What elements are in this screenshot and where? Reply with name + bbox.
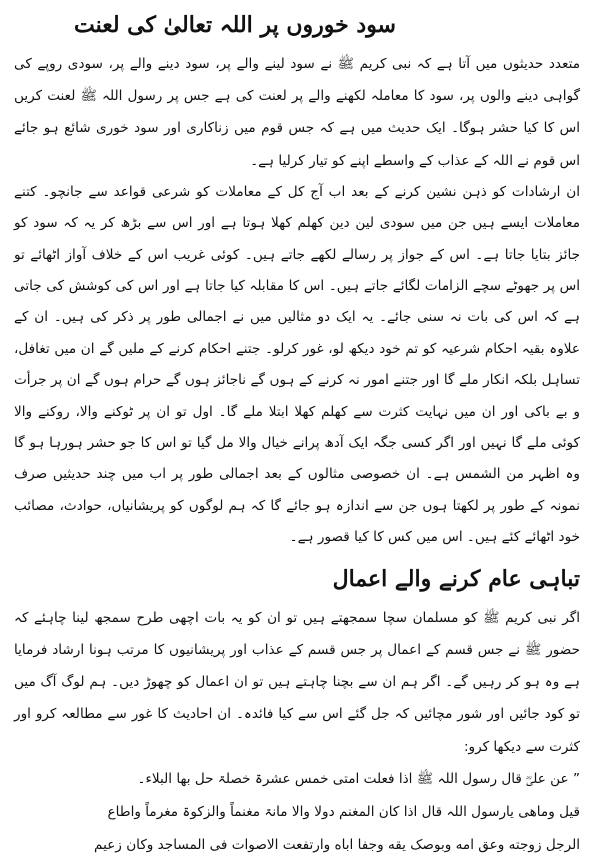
section-heading-destructive-deeds: تباہی عام کرنے والے اعمال	[332, 565, 580, 592]
hadith-line: قیل وماهی یارسول اللہ قال اذا کان المغنم دولا والا مانۃ مغنماً والزکوۃ مغرماً واطاع	[107, 803, 580, 820]
paragraph-prophet-warning: اگر نبی کریم ﷺ کو مسلمان سچا سمجھتے ہیں تو ان کو یہ بات اچھی طرح سمجھ لینا چاہئے کہ حضور ﷺ نے جس قسم کے اعمال پر جس قسم کے عذاب اور پریشانیوں کا مرتب ہونا ارشاد فرمایا ہے وہ ہو کر رہیں گے۔ اگر ہم ان سے بچنا چاہتے ہیں تو ان اعمال کو چھوڑ دیں۔ ہم لوگ آگ میں تو کود جائیں اور شور مچائیں کہ جل گئے اس سے کیا فائدہ۔ ان احادیث کا غور سے مطالعہ کرو اور کثرت سے دیکھا کرو:	[14, 609, 580, 755]
paragraph-modern-dealings: ان ارشادات کو ذہن نشین کرنے کے بعد اب آج کل کے معاملات کو شرعی قواعد سے جانچو۔ کتنے معاملات ایسے ہیں جن میں سودی لین دین کھلم کھلا ہوتا ہے اور اس سے بڑھ کر یہ کہ سود کو جائز بتایا جاتا ہے۔ اس کے جواز پر رسالے لکھے جاتے ہیں۔ کوئی غریب اس کے خلاف آواز اٹھائے تو اس پر جھوٹے سچے الزامات لگائے جاتے ہیں۔ اس کا مقابلہ کیا جاتا ہے اور اس کی کوشش کی جاتی ہے کہ اس کی بات نہ سنی جائے۔ یہ ایک دو مثالیں میں نے اجمالی طور پر ذکر کی ہیں۔ ان کے علاوہ بقیہ احکام شرعیہ کو تم خود دیکھ لو، غور کرلو۔ جتنے احکام کرنے کے ملیں گے ان میں تغافل، تساہل بلکہ انکار ملے گا اور جتنے امور نہ کرنے کے ہوں گے ناجائز ہوں گے حرام ہوں گے ان پر جرأت و بے باکی اور ان میں نہایت کثرت سے کھلم کھلا ابتلا ملے گا۔ اول تو ان پر ٹوکنے والا، روکنے والا کوئی ملے گا نہیں اور اگر کسی جگہ ایک آدھ پرانے خیال والا مل گیا تو اس کا جو حشر ہورہا ہو گا وہ اظہر من الشمس ہے۔ ان خصوصی مثالوں کے بعد اجمالی طور پر اب میں چند حدیثیں صرف نمونہ کے طور پر لکھتا ہوں جن سے اندازہ ہو جائے گا کہ ہم لوگوں کو پریشانیاں، حوادث، مصائب خود اٹھائے کئے ہیں۔ اس میں کس کا کیا قصور ہے۔	[14, 183, 580, 546]
document-page	[14, 6, 580, 862]
section-heading-riba-curse: سود خوروں پر اللہ تعالیٰ کی لعنت	[73, 12, 396, 38]
hadith-line: ” عن علیؓ قال رسول اللہ ﷺ اذا فعلت امتی خمس عشرۃ خصلۃ حل بها البلاء۔	[137, 770, 580, 787]
arabic-hadith-block	[14, 763, 580, 862]
hadith-line: الرجل زوجته وعق امه وبوصک یقه وجفا اباه وارتفعت الاصوات فی المساجد وکان زعیم	[94, 836, 580, 853]
paragraph-riba-hadith: متعدد حدیثوں میں آتا ہے کہ نبی کریم ﷺ نے سود لینے والے پر، سود دینے والے پر، سودی روپے کی گواہی دینے والوں پر، سود کا معاملہ لکھنے والے پر لعنت کی ہے جس پر رسول اللہ ﷺ لعنت کریں اس کا کیا حشر ہوگا۔ ایک حدیث میں ہے کہ جس قوم میں زناکاری اور سود خوری شائع ہو جائے اس قوم نے اللہ کے عذاب کے واسطے اپنے کو تیار کرلیا ہے۔	[14, 56, 580, 169]
